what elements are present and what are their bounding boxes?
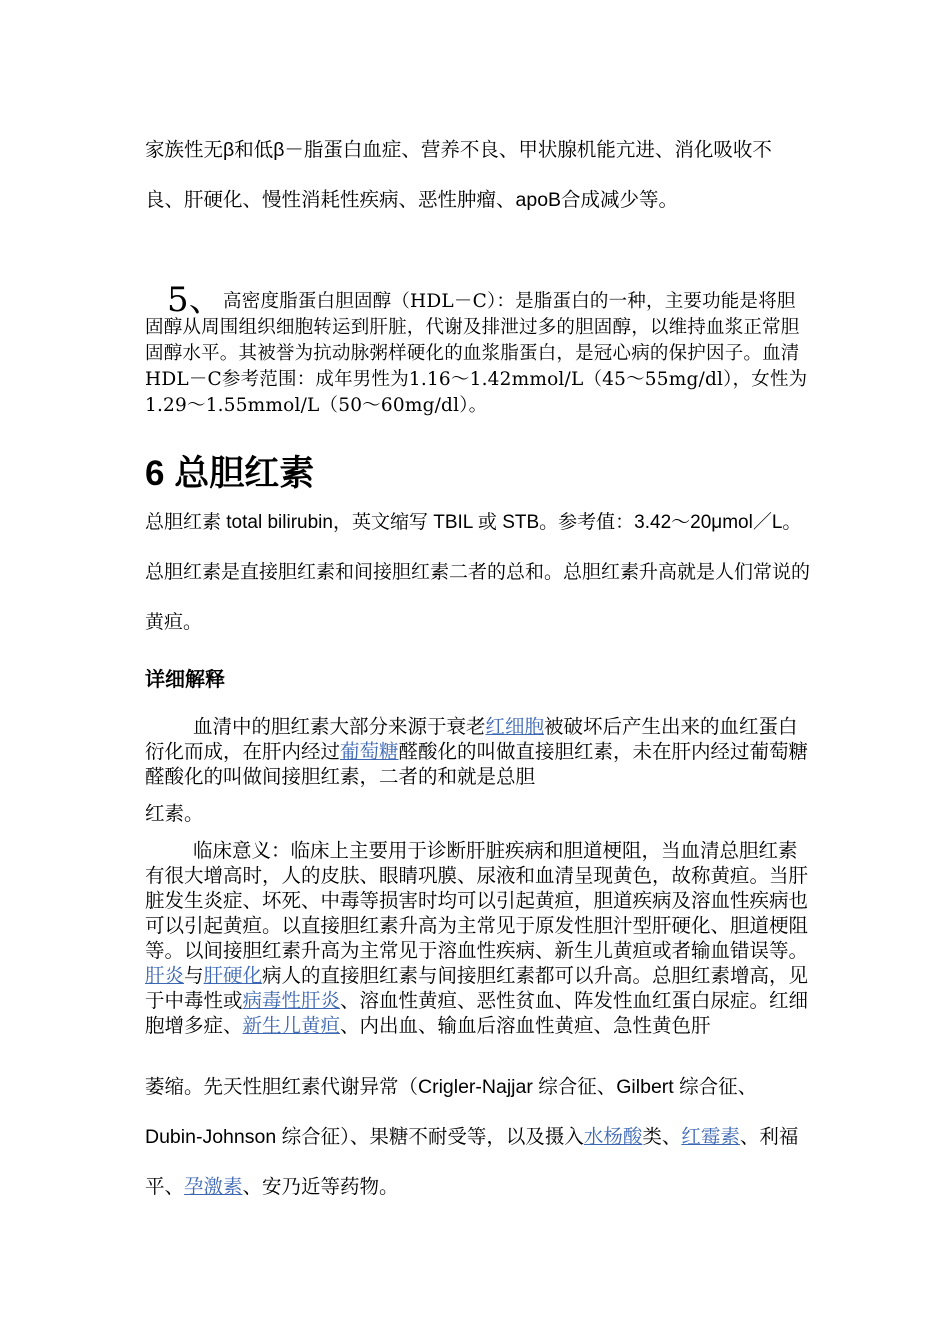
detail-subheading: 详细解释 <box>145 669 225 691</box>
section4-tail-paragraph <box>145 125 810 225</box>
para3-text-3: 、利福平、 <box>145 1126 799 1198</box>
para2-text-1: 临床意义：临床上主要用于诊断肝脏疾病和胆道梗阻，当血清总胆红素有很大增高时，人的皮肤、眼睛巩膜、尿液和血清呈现黄色，故称黄疸。当肝脏发生炎症、坏死、中毒等损害时均可以引起黄疸，胆道疾病及溶血性疾病也可以引起黄疸。以直接胆红素升高为主常见于原发性胆汁型肝硬化、胆道梗阻等。以间接胆红素升高为主常见于溶血性疾病、新生儿黄疸或者输血错误等。 <box>145 839 809 962</box>
link-cirrhosis[interactable]: 肝硬化 <box>203 964 263 987</box>
detail-paragraph-2 <box>145 838 810 1038</box>
para1-text-2: 被破坏后产生出来的血红蛋白衍化而成，在肝内经过 <box>145 715 798 763</box>
section5-number: 5、 <box>167 280 224 320</box>
para1-text-1: 血清中的胆红素大部分来源于衰老 <box>193 715 486 738</box>
para1-text-3: 醛酸化的叫做直接胆红素，未在肝内经过葡萄糖醛酸化的叫做间接胆红素，二者的和就是总胆 <box>145 740 809 788</box>
para2-text-5: 、内出血、输血后溶血性黄疸、急性黄色肝 <box>340 1014 711 1037</box>
detail-paragraph-1 <box>145 714 810 826</box>
link-hepatitis[interactable]: 肝炎 <box>145 964 185 987</box>
link-red-blood-cell[interactable]: 红细胞 <box>485 715 545 738</box>
link-progestogen[interactable]: 孕激素 <box>184 1175 243 1198</box>
section5-paragraph <box>145 280 813 419</box>
section6-heading: 6 总胆红素 <box>145 454 315 493</box>
para1-text-4: 红素。 <box>145 802 204 825</box>
detail-paragraph-3 <box>145 1062 810 1212</box>
section6-intro-paragraph <box>145 498 810 648</box>
para2-text-2: 与 <box>184 964 204 987</box>
link-neonatal-jaundice[interactable]: 新生儿黄疸 <box>242 1014 341 1037</box>
section4-tail-text: 家族性无β和低β－脂蛋白血症、营养不良、甲状腺机能亢进、消化吸收不良、肝硬化、慢性消耗性疾病、恶性肿瘤、apoB合成减少等。 <box>145 139 772 211</box>
link-glucose[interactable]: 葡萄糖 <box>340 740 399 763</box>
section5-text: 高密度脂蛋白胆固醇（HDL－C）：是脂蛋白的一种，主要功能是将胆固醇从周围组织细胞转运到肝脏，代谢及排泄过多的胆固醇，以维持血浆正常胆固醇水平。其被誉为抗动脉粥样硬化的血浆脂蛋白，是冠心病的保护因子。血清HDL－C参考范围：成年男性为1.16～1.42mmol/L（45～55mg/dl），女性为1.29～1.55mmol/L（50～60mg/dl）。 <box>145 291 808 416</box>
para2-text-3: 病人的直接胆红素与间接胆红素都可以升高。总胆红素增高，见于中毒性或 <box>145 964 809 1012</box>
link-erythromycin[interactable]: 红霉素 <box>681 1125 740 1148</box>
para3-text-4: 、安乃近等药物。 <box>242 1176 399 1198</box>
para2-text-4: 、溶血性黄疸、恶性贫血、阵发性血红蛋白尿症。红细胞增多症、 <box>145 989 809 1037</box>
para3-text-2: 类、 <box>642 1126 682 1148</box>
link-viral-hepatitis[interactable]: 病毒性肝炎 <box>242 989 341 1012</box>
link-salicylic-acid[interactable]: 水杨酸 <box>583 1125 643 1148</box>
para3-text-1: 萎缩。先天性胆红素代谢异常（Crigler-Najjar 综合征、Gilbert 综合征、Dubin-Johnson 综合征）、果糖不耐受等，以及摄入 <box>145 1076 758 1148</box>
section6-intro-text: 总胆红素 total bilirubin，英文缩写 TBIL 或 STB。参考值：3.42～20μmol／L。总胆红素是直接胆红素和间接胆红素二者的总和。总胆红素升高就是人们常说的黄疸。 <box>145 512 811 633</box>
